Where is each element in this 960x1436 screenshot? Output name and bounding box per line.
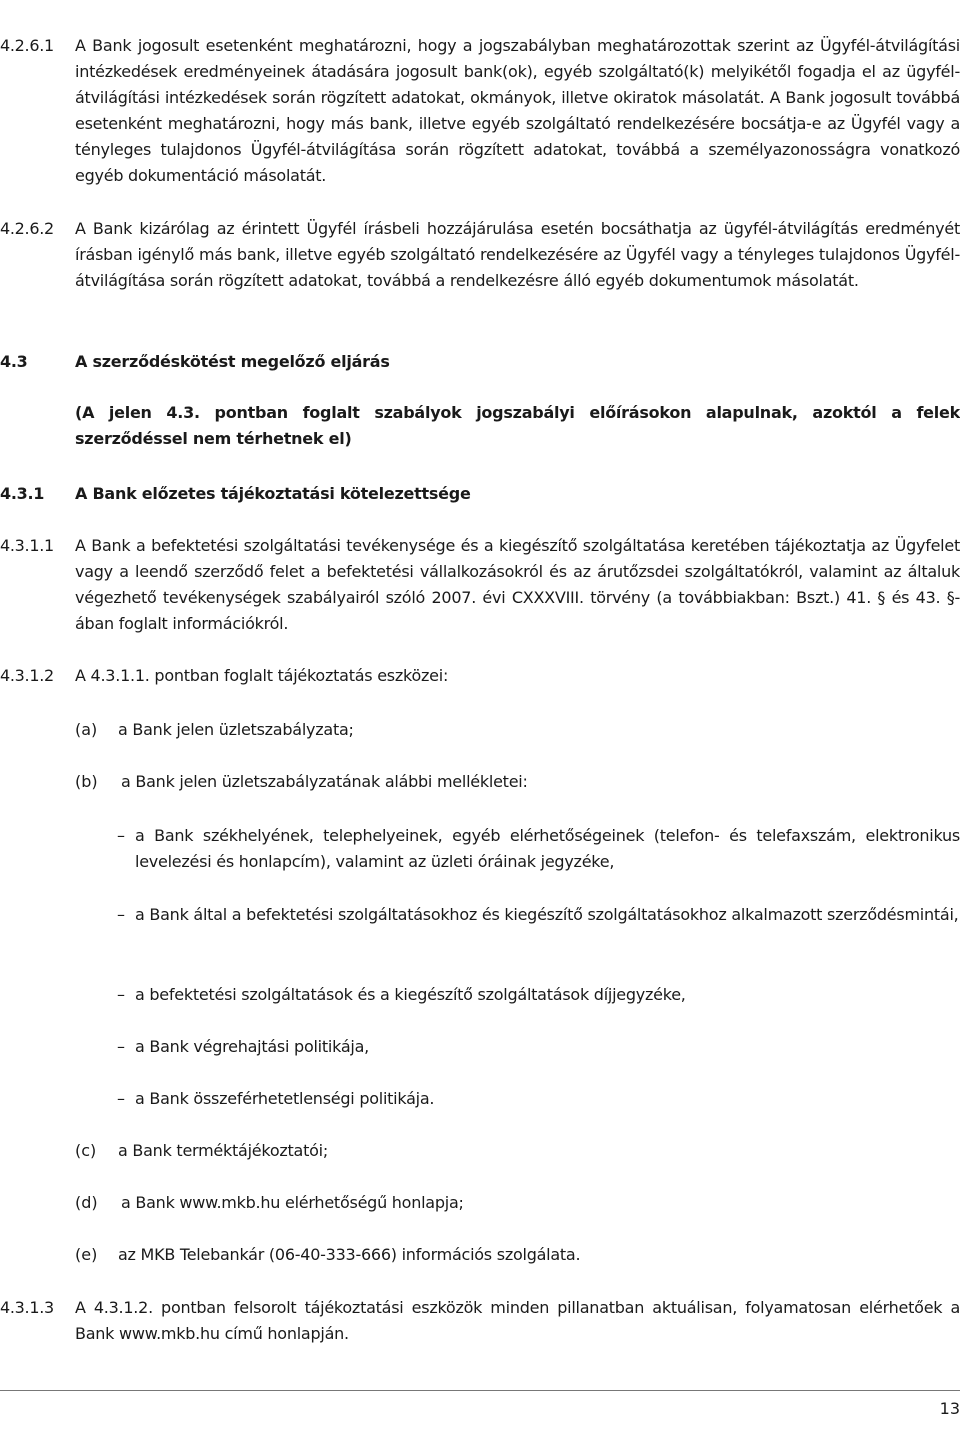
sub-list-item: a Bank által a befektetési szolgáltatásokhoz és kiegészítő szolgáltatásokhoz alkalmazott szerződésmintái, — [135, 905, 959, 924]
sub-list-item: a Bank összeférhetetlenségi politikája. — [135, 1089, 435, 1108]
section-title: A Bank előzetes tájékoztatási kötelezettsége — [75, 484, 471, 503]
list-item: a Bank www.mkb.hu elérhetőségű honlapja; — [121, 1193, 464, 1212]
footer-rule — [0, 1390, 960, 1391]
dash-bullet: – — [117, 1037, 125, 1056]
section-number: 4.3.1.2 — [0, 666, 54, 685]
dash-bullet: – — [117, 905, 125, 924]
sub-list-item: a Bank székhelyének, telephelyeinek, egyéb elérhetőségeinek (telefon- és telefaxszám, elektronikus levelezési és honlapcím), valamint az üzleti óráinak jegyzéke, — [135, 826, 960, 871]
sub-list-item: a Bank végrehajtási politikája, — [135, 1037, 369, 1056]
list-item: az MKB Telebankár (06-40-333-666) információs szolgálata. — [118, 1245, 581, 1264]
list-label: (c) — [75, 1141, 97, 1160]
dash-bullet: – — [117, 826, 125, 845]
paragraph: A Bank kizárólag az érintett Ügyfél írásbeli hozzájárulása esetén bocsáthatja az ügyfél-átvilágítás eredményét írásban igénylő más bank, illetve egyéb szolgáltató rendelkezésére az Ügyfél vagy a tényleges tulajdonos Ügyfél-átvilágítása során rögzített adatokat, továbbá a rendelkezésre álló egyéb dokumentumok másolatát. — [75, 219, 960, 290]
list-item: a Bank jelen üzletszabályzata; — [118, 720, 354, 739]
list-item: a Bank terméktájékoztatói; — [118, 1141, 328, 1160]
section-number: 4.3 — [0, 352, 28, 371]
list-label: (d) — [75, 1193, 98, 1212]
section-note: (A jelen 4.3. pontban foglalt szabályok jogszabályi előírásokon alapulnak, azoktól a felek szerződéssel nem térhetnek el) — [75, 403, 960, 448]
paragraph: A 4.3.1.1. pontban foglalt tájékoztatás eszközei: — [75, 666, 449, 685]
section-number: 4.3.1 — [0, 484, 45, 503]
list-label: (a) — [75, 720, 98, 739]
list-item: a Bank jelen üzletszabályzatának alábbi mellékletei: — [121, 772, 528, 791]
section-title: A szerződéskötést megelőző eljárás — [75, 352, 390, 371]
paragraph: A Bank a befektetési szolgáltatási tevékenysége és a kiegészítő szolgáltatása keretében tájékoztatja az Ügyfelet vagy a leendő szerződő felet a befektetési vállalkozásokról és az árutőzsdei szolgáltatókról, valamint az általuk végezhető tevékenységek szabályairól szóló 2007. évi CXXXVIII. törvény (a továbbiakban: Bszt.) 41. § és 43. §-ában foglalt információkról. — [75, 536, 960, 633]
section-number: 4.2.6.2 — [0, 219, 54, 238]
dash-bullet: – — [117, 985, 125, 1004]
section-number: 4.2.6.1 — [0, 36, 54, 55]
section-number: 4.3.1.3 — [0, 1298, 54, 1317]
page-number: 13 — [939, 1399, 960, 1418]
paragraph: A 4.3.1.2. pontban felsorolt tájékoztatási eszközök minden pillanatban aktuálisan, folyamatosan elérhetőek a Bank www.mkb.hu című honlapján. — [75, 1298, 960, 1343]
dash-bullet: – — [117, 1089, 125, 1108]
paragraph: A Bank jogosult esetenként meghatározni, hogy a jogszabályban meghatározottak szerint az Ügyfél-átvilágítási intézkedések eredményeinek átadására jogosult bank(ok), egyéb szolgáltató(k) melyikétől fogadja el az ügyfél-átvilágítási intézkedések során rögzített adatokat, okmányok, illetve okiratok másolatát. A Bank jogosult továbbá esetenként meghatározni, hogy más bank, illetve egyéb szolgáltató rendelkezésére bocsátja-e az Ügyfél vagy a tényleges tulajdonos Ügyfél-átvilágítása során rögzített adatokat, továbbá a személyazonosságra vonatkozó egyéb dokumentáció másolatát. — [75, 36, 960, 185]
list-label: (e) — [75, 1245, 98, 1264]
list-label: (b) — [75, 772, 98, 791]
section-number: 4.3.1.1 — [0, 536, 54, 555]
sub-list-item: a befektetési szolgáltatások és a kiegészítő szolgáltatások díjjegyzéke, — [135, 985, 686, 1004]
